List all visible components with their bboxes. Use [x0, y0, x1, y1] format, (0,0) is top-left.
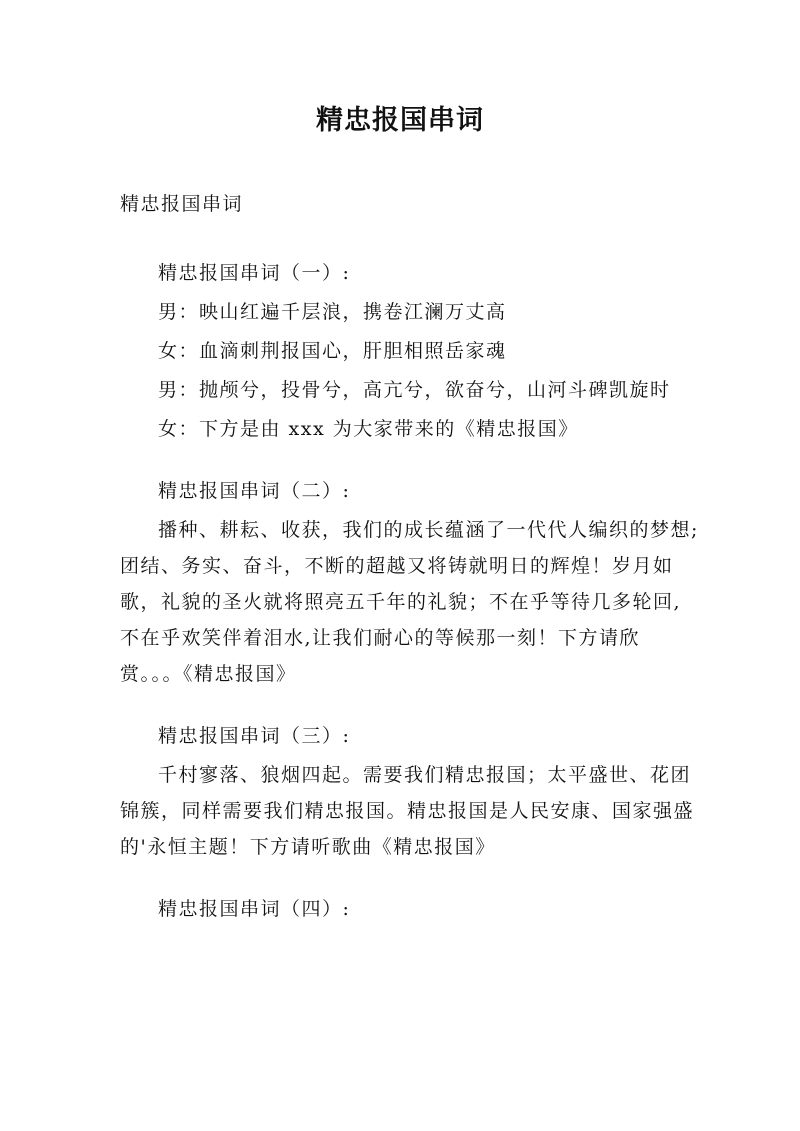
section-4-heading: 精忠报国串词（四）:	[158, 898, 351, 920]
document-title: 精忠报国串词	[316, 105, 484, 136]
document-body	[120, 186, 700, 927]
section-2-heading: 精忠报国串词（二）:	[158, 480, 351, 502]
section-1-heading: 精忠报国串词（一）:	[158, 262, 351, 284]
document-subtitle: 精忠报国串词	[120, 193, 244, 215]
section-1-line-3: 男：抛颅兮，投骨兮，高亢兮，欲奋兮，山河斗碑凯旋时	[158, 379, 671, 401]
section-2-paragraph: 播种、耕耘、收获，我们的成长蕴涵了一代代人编织的梦想;团结、务实、奋斗，不断的超越又将铸就明日的辉煌！岁月如歌，礼貌的圣火就将照亮五千年的礼貌；不在乎等待几多轮回,不在乎欢笑伴着泪水,让我们耐心的等候那一刻！下方请欣赏。。。《精忠报国》	[120, 519, 699, 685]
section-1-line-4: 女：下方是由 xxx 为大家带来的《精忠报国》	[158, 418, 579, 440]
section-3-paragraph: 千村寥落、狼烟四起。需要我们精忠报国；太平盛世、花团锦簇，同样需要我们精忠报国。精忠报国是人民安康、国家强盛的'永恒主题！下方请听歌曲《精忠报国》	[120, 764, 695, 858]
section-1-line-2: 女：血滴刺荆报国心，肝胆相照岳家魂	[158, 340, 507, 362]
section-3-heading: 精忠报国串词（三）:	[158, 725, 351, 747]
section-1-line-1: 男：映山红遍千层浪，携卷江澜万丈高	[158, 301, 507, 323]
